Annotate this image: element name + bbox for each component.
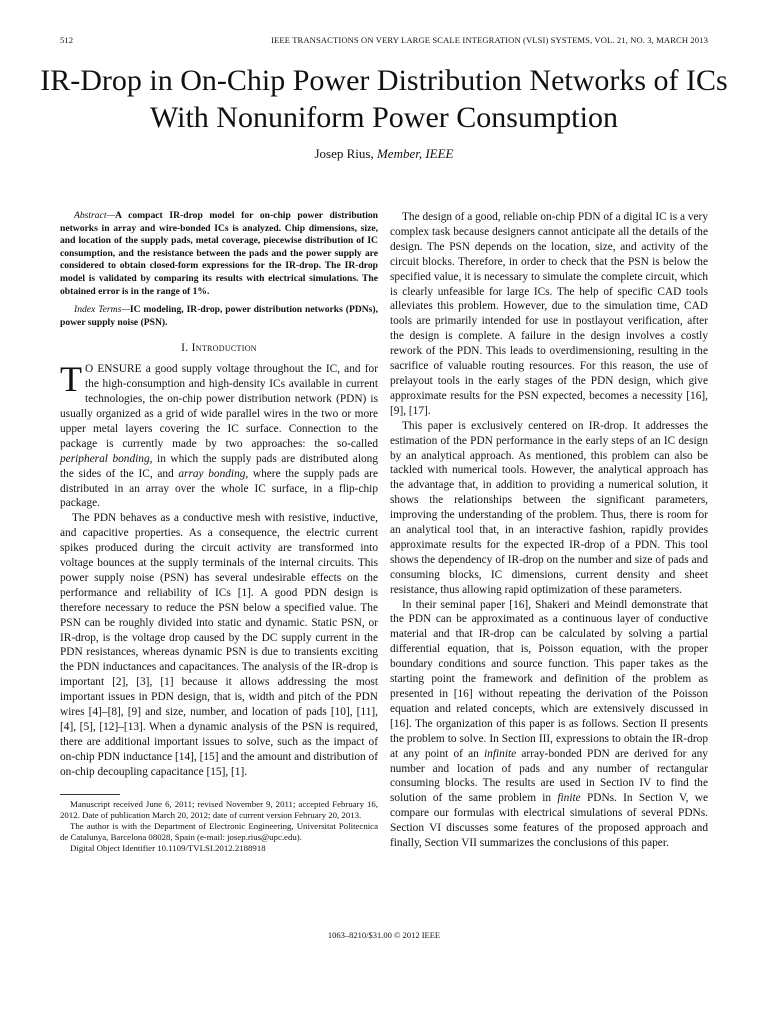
author-line: [0, 146, 768, 162]
right-column: [390, 210, 708, 851]
index-terms-label: Index Terms—: [74, 304, 130, 316]
index-terms: [60, 304, 378, 329]
emphasis-finite: finite: [557, 792, 581, 805]
abstract: [60, 210, 378, 298]
footnote-doi: Digital Object Identifier 10.1109/TVLSI.2012.2188918: [70, 842, 266, 853]
emphasis-infinite: infinite: [484, 747, 517, 760]
intro-paragraph-2: The PDN behaves as a conductive mesh with resistive, inductive, and capacitive properties. As a consequence, the electric current spikes produced during the circuit activity are transformed into voltage bounces at the supply terminals of the internal circuits. This power supply noise (PSN) has several undesirable effects on the performance and reliability of ICs [1]. A good PDN design is therefore necessary to reduce the PSN below a specified value. The PSN can be roughly divided into static and dynamic. Static PSN, or IR-drop, is the voltage drop caused by the DC supply current in the PDN resistances, whereas dynamic PSN is due to transients exciting the PDN inductances and capacitances. The analysis of the IR-drop is important [2], [3], [1] because it allows addressing the most important issues in PDN design, that is, width and pitch of the PDN wires [4]–[8], [9] and size, number, and location of pads [10], [11], [4], [5], [12]–[13]. When a dynamic analysis of the PSN is required, there are additional important issues to solve, such as the impact of on-chip PDN inductance [14], [15] and the amount and distribution of on-chip decoupling capacitance [15], [1].: [60, 512, 378, 778]
right-paragraph-1: The design of a good, reliable on-chip PDN of a digital IC is a very complex task because designers cannot anticipate all the details of the design. The PSN depends on the location, size, and activity of the circuit blocks. Therefore, in order to check that the PSN is below the specified value, it is necessary to simulate the complete circuit, which is clearly unfeasible for large ICs. The help of specific CAD tools alleviates this problem. However, due to the simulation time, CAD tools are primarily intended for use in postlayout verification, after the design is complete. A failure in the design involves a costly rework of the PDN. This leads to overdimensioning, resulting in the sacrifice of valuable routing resources. For this reason, the use of prelayout tools in the early stages of the PDN design, which give approximate results for the PSN expected, becomes a necessity [16], [9], [17].: [390, 211, 708, 417]
intro-text-1b: , in which the supply pads are distributed along the sides of the IC, and: [60, 452, 378, 480]
author-affiliation: Member, IEEE: [376, 146, 454, 161]
footnote-manuscript: Manuscript received June 6, 2011; revised November 9, 2011; accepted February 16, 2012. Date of publication March 20, 2012; date of current version February 20, 2013.: [60, 798, 378, 820]
page-number: 512: [60, 35, 74, 45]
section-name: Introduction: [191, 342, 257, 355]
section-numeral: I.: [181, 342, 189, 355]
journal-name: IEEE TRANSACTIONS ON VERY LARGE SCALE INTEGRATION (VLSI) SYSTEMS, VOL. 21, NO. 3, MARCH 2013: [271, 35, 708, 45]
intro-text-1a: a good supply voltage throughout the IC, and for the high-consumption and high-density ICs available in current technologies, the on-chip power distribution network (PDN) is usually organized as a grid of wide parallel wires in the two or more upper metal layers covering the IC surface. Connection to the package is currently made by two approaches: the so-called: [60, 363, 378, 450]
emphasis-peripheral-bonding: peripheral bonding: [60, 452, 150, 465]
footnote-author: The author is with the Department of Electronic Engineering, Universitat Politecnica de Catalunya, Barcelona 08028, Spain (e-mail: josep.rius@upc.edu).: [60, 820, 378, 842]
right-paragraph-3: [390, 598, 708, 851]
right-text-3a: In their seminal paper [16], Shakeri and Meindl demonstrate that the PDN can be approximated as a continuous layer of conductive material and that IR-drop can be calculated by solving a partial differential equation, that is, Poisson equation, with the proper boundary conditions and source function. This paper takes as the starting point the framework and definition of the problem as presented in [16] without repeating the derivation of the Poisson equation and related concepts, which are extensively discussed in [16]. The organization of this paper is as follows. Section II presents the problem to solve. In Section III, expressions to obtain the IR-drop at any point of an: [390, 598, 708, 760]
intro-paragraph-1: [60, 359, 378, 511]
right-text-3b: array-bonded PDN are derived for any number and location of pads and any number of rectangular consuming blocks. The results are used in Section IV to find the solution of the same problem in: [390, 747, 708, 805]
paper-title: IR-Drop in On-Chip Power Distribution Networks of ICs With Nonuniform Power Consumption: [40, 64, 728, 134]
index-terms-text: IC modeling, IR-drop, power distribution networks (PDNs), power supply noise (PSN).: [60, 304, 379, 328]
lead-words: O ENSURE: [85, 363, 142, 376]
abstract-label: Abstract—: [74, 210, 116, 221]
left-column: [60, 210, 378, 854]
emphasis-array-bonding: array bonding: [178, 467, 246, 480]
copyright-footer: 1063–8210/$31.00 © 2012 IEEE: [327, 930, 441, 940]
right-text-3c: PDNs. In Section V, we compare our formulas with electrical simulations of several PDNs. Section VI discusses some features of the proposed approach and finally, Section VII summarizes the conclusions of this paper.: [390, 792, 708, 850]
section-heading: [60, 341, 378, 356]
author-name: Josep Rius,: [314, 146, 374, 161]
intro-text-1c: , where the supply pads are distributed in an array over the whole IC surface, in a flip-chip package.: [60, 467, 378, 510]
drop-cap: T: [60, 359, 82, 400]
abstract-text: A compact IR-drop model for on-chip power distribution networks in array and wire-bonded ICs is analyzed. Chip dimensions, size, and location of the supply pads, metal coverage, piecewise distribution of IC consumption, and the resistance between the pads and the power supply are considered to obtain closed-form expressions for the IR-drop. The IR-drop model is validated by comparing its results with electrical simulations. The obtained error is in the range of 1%.: [60, 210, 378, 297]
right-paragraph-2: This paper is exclusively centered on IR-drop. It addresses the estimation of the PDN performance in the early steps of an IC design by an analytical approach. As mentioned, this problem can also be tackled with numerical tools. However, the analytical approach has the advantage that, in addition to providing a numerical solution, it shows the relationships between the significant parameters, improving the understanding of the problem. Thus, there is room for an analytical tool that, in an interactive fashion, rapidly provides approximate results for the expected IR-drop of a PDN. This tool shows the dependency of IR-drop on the number and size of pads and consuming blocks, IC dimensions, current density and sheet resistance, thus allowing rapid optimization of these parameters.: [390, 419, 708, 596]
footnote-divider: [60, 794, 120, 795]
